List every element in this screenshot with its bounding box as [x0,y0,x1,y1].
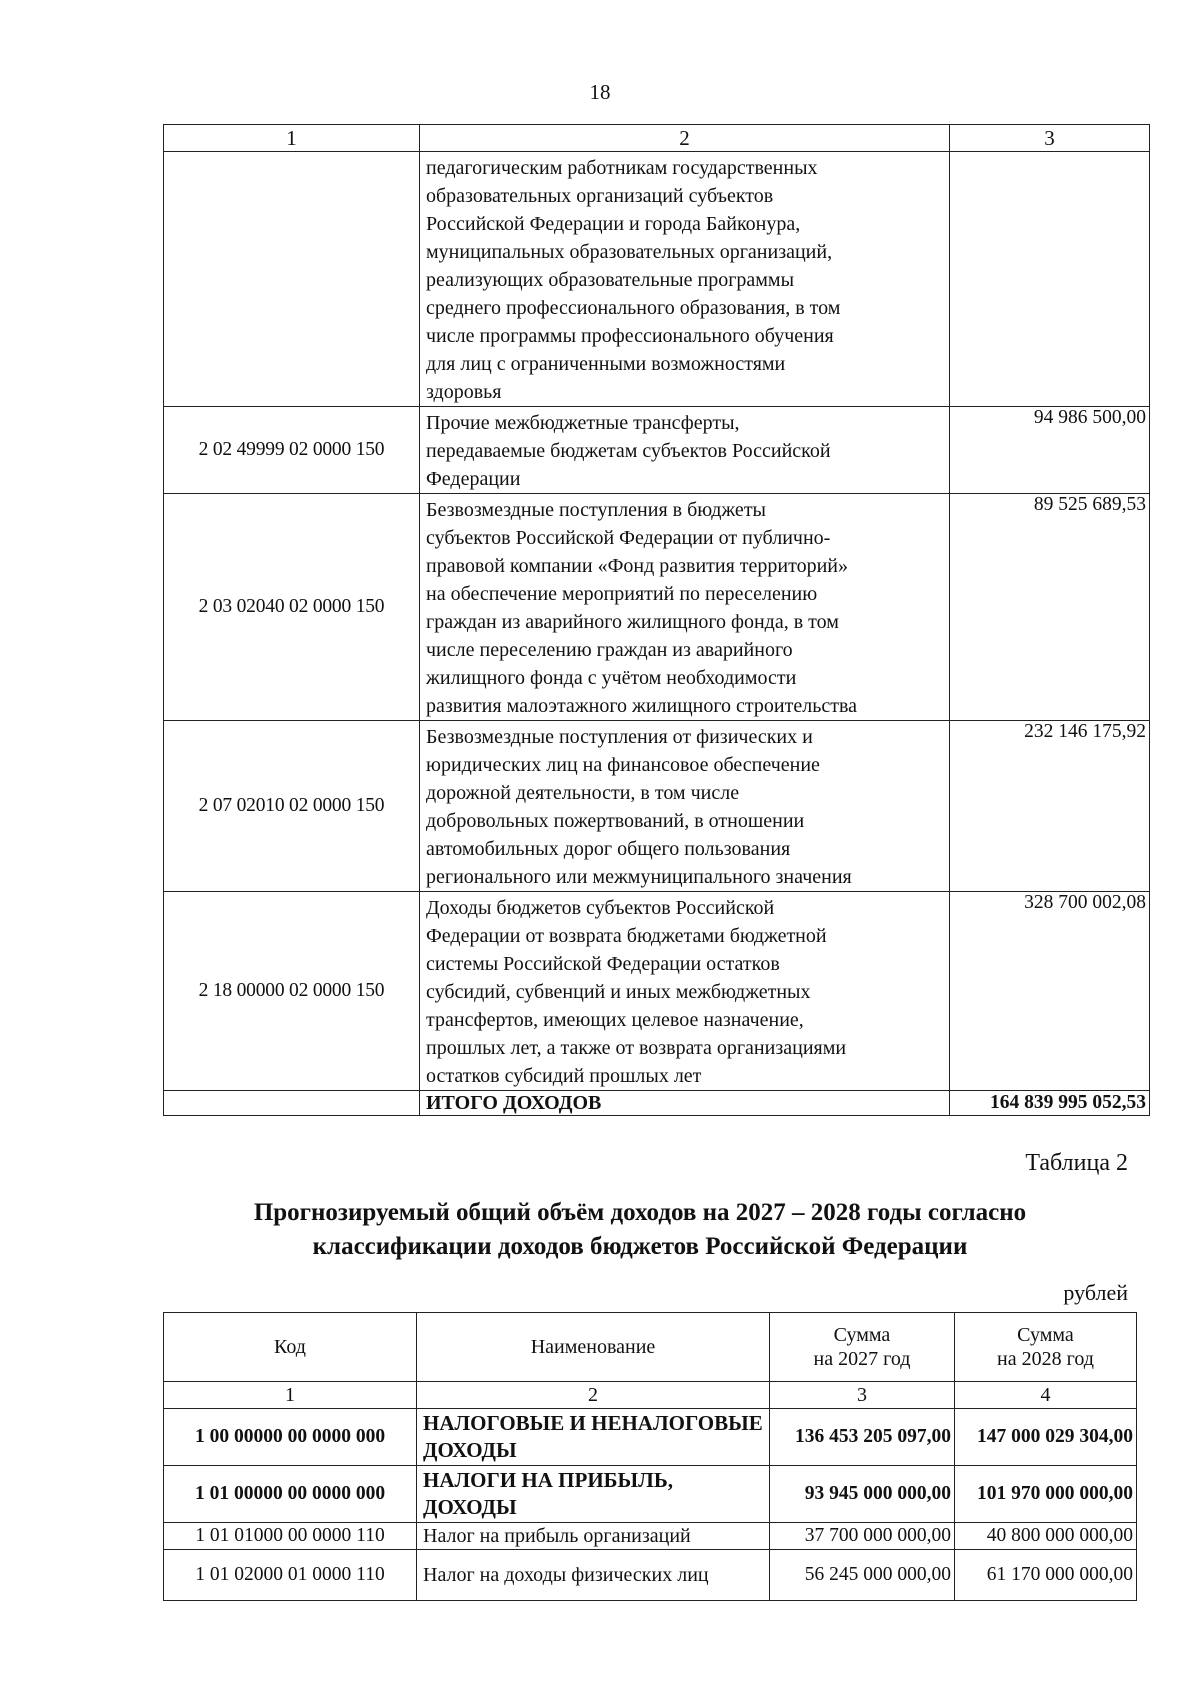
table-row [164,1466,1137,1523]
table-row [164,1409,1137,1466]
table-row [164,152,1150,407]
row-sum-2027: 93 945 000 000,00 [770,1466,955,1523]
row-code: 1 01 00000 00 0000 000 [164,1466,417,1523]
income-table-continued [163,124,1150,1116]
row-sum [950,152,1150,407]
row-name: НАЛОГОВЫЕ И НЕНАЛОГОВЫЕ ДОХОДЫ [417,1409,770,1466]
row-code: 1 00 00000 00 0000 000 [164,1409,417,1466]
table-row [164,1550,1137,1601]
total-sum: 164 839 995 052,53 [950,1091,1150,1116]
row-sum-2028: 40 800 000 000,00 [955,1523,1137,1550]
table-row [164,1523,1137,1550]
row-sum-2028: 61 170 000 000,00 [955,1550,1137,1601]
row-sum: 232 146 175,92 [950,721,1150,892]
total-row [164,1091,1150,1116]
row-sum: 94 986 500,00 [950,407,1150,494]
row-code [164,152,420,407]
row-sum-2027: 37 700 000 000,00 [770,1523,955,1550]
column-number-1: 1 [164,1382,417,1409]
row-name: Налог на прибыль организаций [417,1523,770,1550]
row-name: НАЛОГИ НА ПРИБЫЛЬ, ДОХОДЫ [417,1466,770,1523]
table-row [164,494,1150,721]
row-sum-2027: 136 453 205 097,00 [770,1409,955,1466]
row-code: 1 01 01000 00 0000 110 [164,1523,417,1550]
page-number: 18 [589,80,611,104]
row-code: 1 01 02000 01 0000 110 [164,1550,417,1601]
header-row [164,1313,1137,1382]
column-number-row [164,125,1150,152]
column-number-2: 2 [420,125,950,152]
row-name: педагогическим работникам государственных образовательных организаций субъектов Российской Федерации и города Байконура, муниципальных образовательных организаций, реализующих образовательные программы среднего профессионального образования, в том числе программы профессионального обучения для лиц с ограниченными возможностями здоровья [420,152,950,407]
header-code: Код [164,1313,417,1382]
row-name: Прочие межбюджетные трансферты, передаваемые бюджетам субъектов Российской Федерации [420,407,950,494]
income-forecast-table [163,1312,1137,1601]
total-label: ИТОГО ДОХОДОВ [420,1091,950,1116]
row-sum-2028: 101 970 000 000,00 [955,1466,1137,1523]
row-sum: 89 525 689,53 [950,494,1150,721]
header-name: Наименование [417,1313,770,1382]
row-code: 2 02 49999 02 0000 150 [164,407,420,494]
row-sum: 328 700 002,08 [950,892,1150,1091]
row-code: 2 03 02040 02 0000 150 [164,494,420,721]
table-title-line-2: классификации доходов бюджетов Российской Федерации [312,1233,968,1260]
header-sum-2027: Сумма на 2027 год [770,1313,955,1382]
row-sum-2027: 56 245 000 000,00 [770,1550,955,1601]
row-code: 2 18 00000 02 0000 150 [164,892,420,1091]
row-name: Налог на доходы физических лиц [417,1550,770,1601]
column-number-1: 1 [164,125,420,152]
column-number-3: 3 [770,1382,955,1409]
header-sum-2028: Сумма на 2028 год [955,1313,1137,1382]
table-title [190,1196,1090,1264]
row-sum-2028: 147 000 029 304,00 [955,1409,1137,1466]
table-caption: Таблица 2 [1025,1150,1128,1176]
table-row [164,892,1150,1091]
column-number-row [164,1382,1137,1409]
unit-label: рублей [1063,1280,1128,1305]
row-name: Безвозмездные поступления в бюджеты субъектов Российской Федерации от публично- правовой компании «Фонд развития территорий» на обеспечение мероприятий по переселению граждан из аварийного жилищного фонда, в том числе переселению граждан из аварийного жилищного фонда с учётом необходимости развития малоэтажного жилищного строительства [420,494,950,721]
column-number-4: 4 [955,1382,1137,1409]
column-number-2: 2 [417,1382,770,1409]
table-row [164,721,1150,892]
table-row [164,407,1150,494]
row-name: Доходы бюджетов субъектов Российской Федерации от возврата бюджетами бюджетной системы Российской Федерации остатков субсидий, субвенций и иных межбюджетных трансфертов, имеющих целевое назначение, прошлых лет, а также от возврата организациями остатков субсидий прошлых лет [420,892,950,1091]
row-name: Безвозмездные поступления от физических и юридических лиц на финансовое обеспечение дорожной деятельности, в том числе добровольных пожертвований, в отношении автомобильных дорог общего пользования регионального или межмуниципального значения [420,721,950,892]
total-code [164,1091,420,1116]
table-title-line-1: Прогнозируемый общий объём доходов на 2027 – 2028 годы согласно [253,1199,1027,1226]
row-code: 2 07 02010 02 0000 150 [164,721,420,892]
column-number-3: 3 [950,125,1150,152]
